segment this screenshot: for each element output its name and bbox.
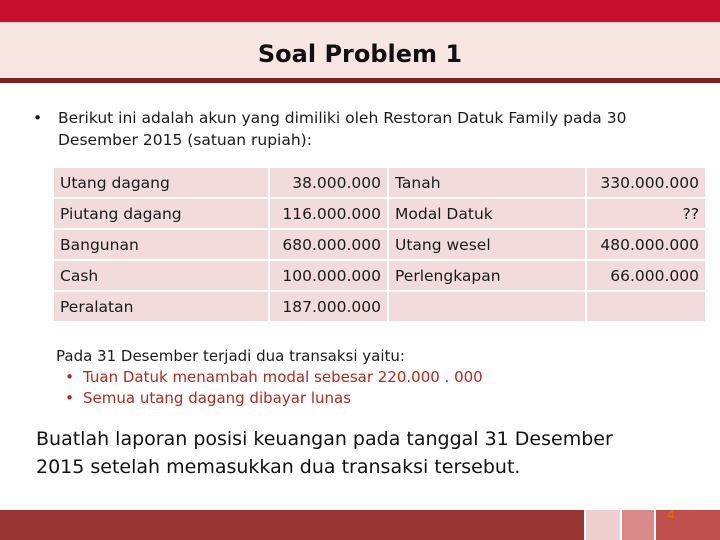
table-row bbox=[54, 199, 707, 230]
empty-cell bbox=[587, 292, 707, 323]
transactions-list bbox=[56, 367, 483, 409]
account-name: Perlengkapan bbox=[389, 261, 587, 292]
table-row bbox=[54, 168, 707, 199]
account-name: Peralatan bbox=[54, 292, 270, 323]
account-value: 330.000.000 bbox=[587, 168, 707, 199]
intro-line-2: Desember 2015 (satuan rupiah): bbox=[58, 131, 312, 149]
account-value: 66.000.000 bbox=[587, 261, 707, 292]
footer-segment bbox=[586, 510, 620, 540]
footer-bar bbox=[0, 510, 584, 540]
account-name: Utang wesel bbox=[389, 230, 587, 261]
account-name: Utang dagang bbox=[54, 168, 270, 199]
footer-segment bbox=[622, 510, 654, 540]
transaction-text: Tuan Datuk menambah modal sebesar 220.000 . 000 bbox=[83, 368, 483, 386]
title-underline bbox=[0, 78, 720, 83]
intro-bullet bbox=[33, 107, 673, 151]
table-row bbox=[54, 261, 707, 292]
account-name: Piutang dagang bbox=[54, 199, 270, 230]
account-name: Tanah bbox=[389, 168, 587, 199]
account-name: Modal Datuk bbox=[389, 199, 587, 230]
account-name: Bangunan bbox=[54, 230, 270, 261]
page-number: 4 bbox=[667, 508, 675, 522]
bullet-icon: • bbox=[65, 368, 74, 386]
bullet-icon: • bbox=[65, 389, 74, 407]
account-value: 480.000.000 bbox=[587, 230, 707, 261]
account-value: ?? bbox=[587, 199, 707, 230]
task-line-1: Buatlah laporan posisi keuangan pada tanggal 31 Desember bbox=[36, 428, 613, 450]
transactions-block bbox=[56, 346, 483, 409]
intro-line-1: Berikut ini adalah akun yang dimiliki oleh Restoran Datuk Family pada 30 bbox=[58, 109, 627, 127]
account-value: 187.000.000 bbox=[270, 292, 389, 323]
table-row bbox=[54, 230, 707, 261]
table-row bbox=[54, 292, 707, 323]
account-name: Cash bbox=[54, 261, 270, 292]
transactions-intro: Pada 31 Desember terjadi dua transaksi yaitu: bbox=[56, 347, 405, 365]
account-value: 680.000.000 bbox=[270, 230, 389, 261]
account-value: 100.000.000 bbox=[270, 261, 389, 292]
transaction-text: Semua utang dagang dibayar lunas bbox=[83, 389, 352, 407]
slide-title: Soal Problem 1 bbox=[257, 40, 463, 68]
top-accent-bar bbox=[0, 0, 720, 22]
list-item bbox=[56, 367, 483, 388]
task-line-2: 2015 setelah memasukkan dua transaksi tersebut. bbox=[36, 456, 521, 478]
task-instruction bbox=[36, 425, 676, 481]
list-item bbox=[56, 388, 483, 409]
empty-cell bbox=[389, 292, 587, 323]
account-value: 116.000.000 bbox=[270, 199, 389, 230]
intro-text bbox=[58, 107, 626, 151]
account-value: 38.000.000 bbox=[270, 168, 389, 199]
bullet-icon: • bbox=[33, 109, 43, 127]
accounts-table bbox=[54, 168, 707, 323]
